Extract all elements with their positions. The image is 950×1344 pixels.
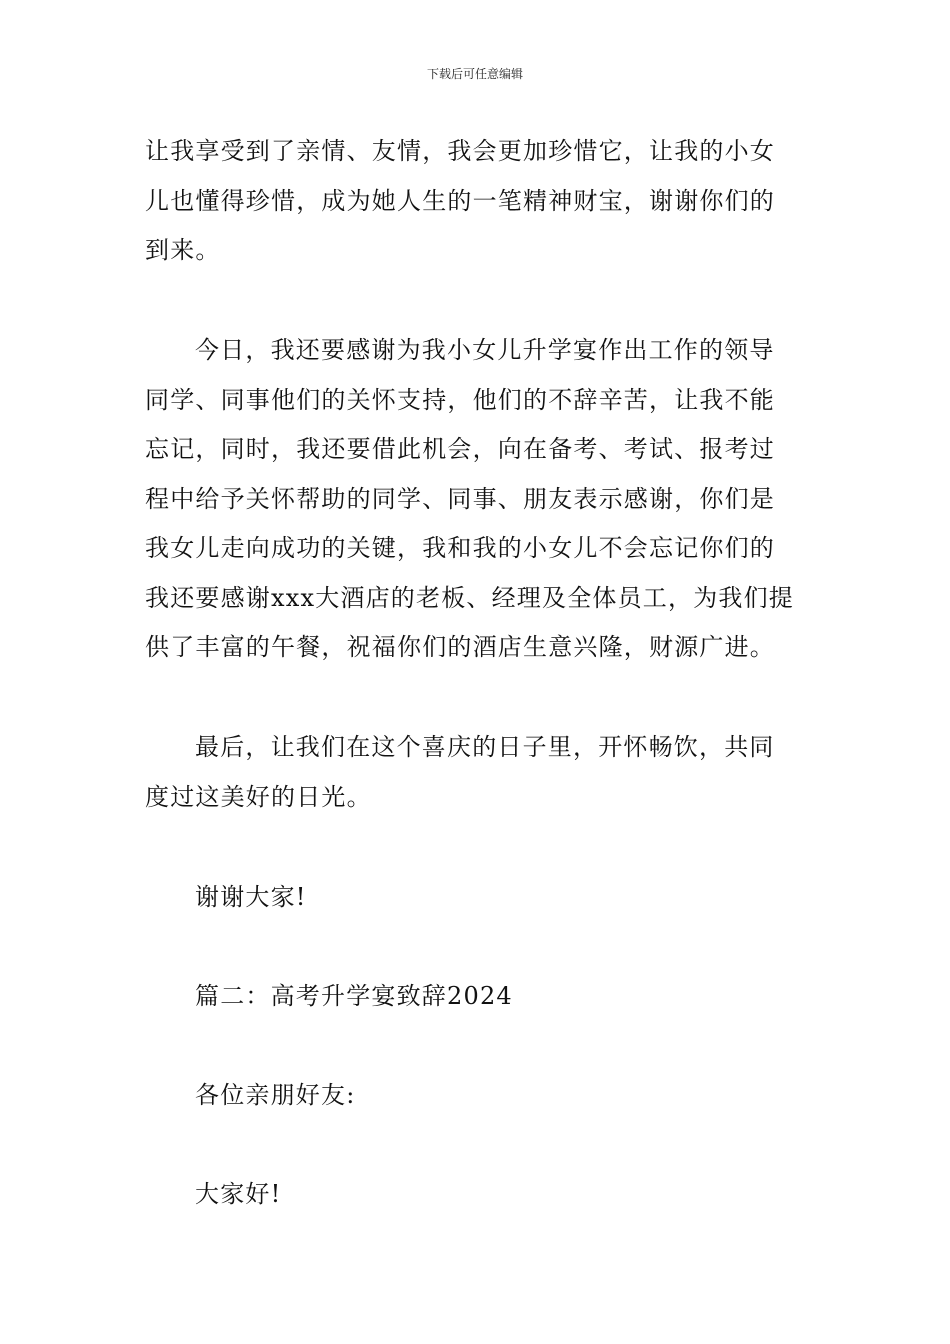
paragraph-5 [145,972,810,1022]
paragraph-1 [145,127,810,276]
paragraph-line: 同学、同事他们的关怀支持，他们的不辞辛苦，让我不能 [145,385,775,414]
paragraph-4 [145,873,810,923]
paragraph-line: 最后，让我们在这个喜庆的日子里，开怀畅饮，共同 [195,733,775,761]
paragraph-line: 度过这美好的日光。 [145,782,372,811]
paragraph-line: 程中给予关怀帮助的同学、同事、朋友表示感谢，你们是 [145,484,775,513]
paragraph-line: 大家好! [195,1180,282,1208]
paragraph-line: 供了丰富的午餐，祝福你们的酒店生意兴隆，财源广进。 [145,633,775,661]
paragraph-2 [145,326,810,673]
paragraph-line: 今日，我还要感谢为我小女儿升学宴作出工作的领导 [195,336,775,364]
paragraph-line: 我女儿走向成功的关键，我和我的小女儿不会忘记你们的 [145,534,775,562]
paragraph-line: 让我享受到了亲情、友情，我会更加珍惜它，让我的小女 [145,137,775,165]
paragraph-line: 儿也懂得珍惜，成为她人生的一笔精神财宝，谢谢你们的 [145,186,775,215]
paragraph-line: 各位亲朋好友: [195,1081,356,1109]
page-header: 下载后可任意编辑 [426,67,523,81]
paragraph-6 [145,1071,810,1121]
paragraph-3 [145,723,810,822]
paragraph-line: 我还要感谢xxx大酒店的老板、经理及全体员工，为我们提 [145,583,795,612]
paragraph-7 [145,1170,810,1220]
paragraph-line: 谢谢大家! [195,883,307,911]
paragraph-line: 到来。 [145,236,221,264]
paragraph-line: 篇二：高考升学宴致辞2024 [195,982,513,1010]
paragraph-line: 忘记，同时，我还要借此机会，向在备考、考试、报考过 [145,435,775,463]
